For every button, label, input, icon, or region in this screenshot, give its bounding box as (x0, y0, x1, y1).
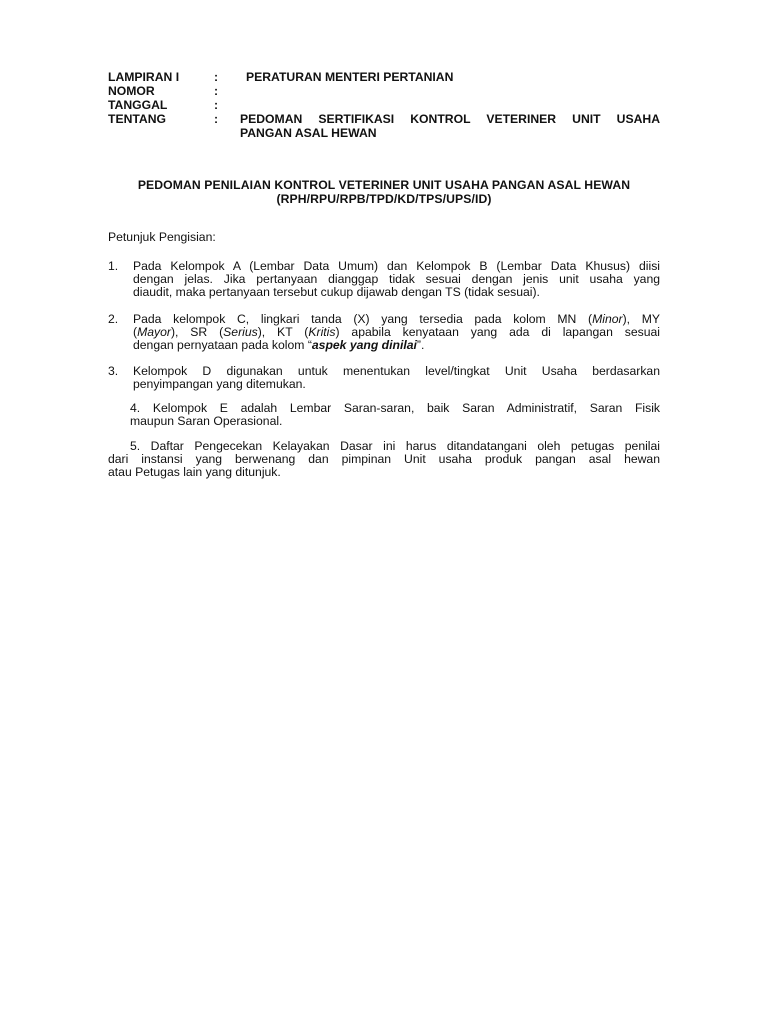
text-run: ”. (416, 338, 425, 352)
instruction-item-1 (108, 260, 660, 299)
italic-text: Kritis (308, 325, 336, 339)
header-value (240, 84, 660, 98)
header-key: TANGGAL (108, 98, 168, 112)
italic-text: Mayor (137, 325, 171, 339)
item-line: dari instansi yang berwenang dan pimpinan Unit usaha produk pangan asal hewan (108, 452, 660, 466)
text-run: ), KT ( (257, 325, 309, 339)
instruction-item-5 (108, 440, 660, 479)
item-text (133, 313, 660, 352)
item-number: 2. (108, 312, 119, 326)
item-line: maupun Saran Operasional. (130, 414, 283, 428)
header-key: TENTANG (108, 112, 166, 126)
title-line-1: PEDOMAN PENILAIAN KONTROL VETERINER UNIT USAHA PANGAN ASAL HEWAN (137, 178, 631, 192)
header-value-line: PANGAN ASAL HEWAN (240, 126, 377, 140)
item-line: diaudit, maka pertanyaan tersebut cukup dijawab dengan TS (tidak sesuai). (133, 285, 540, 299)
text-run: ( (133, 325, 138, 339)
text-run: ), MY (622, 312, 660, 326)
title-line-2: (RPH/RPU/RPB/TPD/KD/TPS/UPS/ID) (276, 192, 492, 206)
instruction-item-4 (108, 402, 660, 428)
header-value (240, 112, 660, 140)
document-header (108, 70, 660, 140)
header-row-tanggal (108, 98, 660, 112)
header-row-lampiran (108, 70, 660, 84)
item-line: 4. Kelompok E adalah Lembar Saran-saran, baik Saran Administratif, Saran Fisik (130, 401, 660, 415)
header-colon: : (214, 84, 219, 98)
item-number: 3. (108, 364, 119, 378)
text-run: ), SR ( (170, 325, 224, 339)
text-run: dengan pernyataan pada kolom “ (133, 338, 312, 352)
item-line: penyimpangan yang ditemukan. (133, 377, 306, 391)
item-text (133, 365, 660, 391)
header-value: PERATURAN MENTERI PERTANIAN (246, 70, 454, 84)
instruction-item-2 (108, 313, 660, 352)
header-colon: : (214, 112, 219, 126)
header-colon: : (214, 98, 219, 112)
header-colon: : (214, 70, 219, 84)
item-line: Kelompok D digunakan untuk menentukan level/tingkat Unit Usaha berdasarkan (133, 364, 660, 378)
header-row-nomor (108, 84, 660, 98)
document-title (108, 178, 660, 206)
italic-text: Serius (223, 325, 258, 339)
header-row-tentang (108, 112, 660, 140)
item-line: atau Petugas lain yang ditunjuk. (108, 465, 281, 479)
item-number: 1. (108, 259, 119, 273)
bold-italic-text: aspek yang dinilai (311, 338, 417, 352)
item-line: 5. Daftar Pengecekan Kelayakan Dasar ini harus ditandatangani oleh petugas penilai (130, 439, 660, 453)
header-key: LAMPIRAN I (108, 70, 180, 84)
item-text (133, 260, 660, 299)
header-key: NOMOR (108, 84, 155, 98)
item-line: Pada Kelompok A (Lembar Data Umum) dan Kelompok B (Lembar Data Khusus) diisi (133, 259, 660, 273)
item-line: dengan jelas. Jika pertanyaan dianggap tidak sesuai dengan jenis unit usaha yang (133, 272, 660, 286)
document-page (108, 70, 660, 479)
header-value (240, 98, 660, 112)
instructions-heading: Petunjuk Pengisian: (108, 230, 216, 244)
text-run: ) apabila kenyataan yang ada di lapangan sesuai (335, 325, 660, 339)
italic-text: Minor (592, 312, 623, 326)
instruction-item-3 (108, 365, 660, 391)
header-value-line: PEDOMAN SERTIFIKASI KONTROL VETERINER UNIT USAHA (240, 112, 660, 126)
text-run: Pada kelompok C, lingkari tanda (X) yang tersedia pada kolom MN ( (133, 312, 593, 326)
item-line (133, 339, 660, 352)
